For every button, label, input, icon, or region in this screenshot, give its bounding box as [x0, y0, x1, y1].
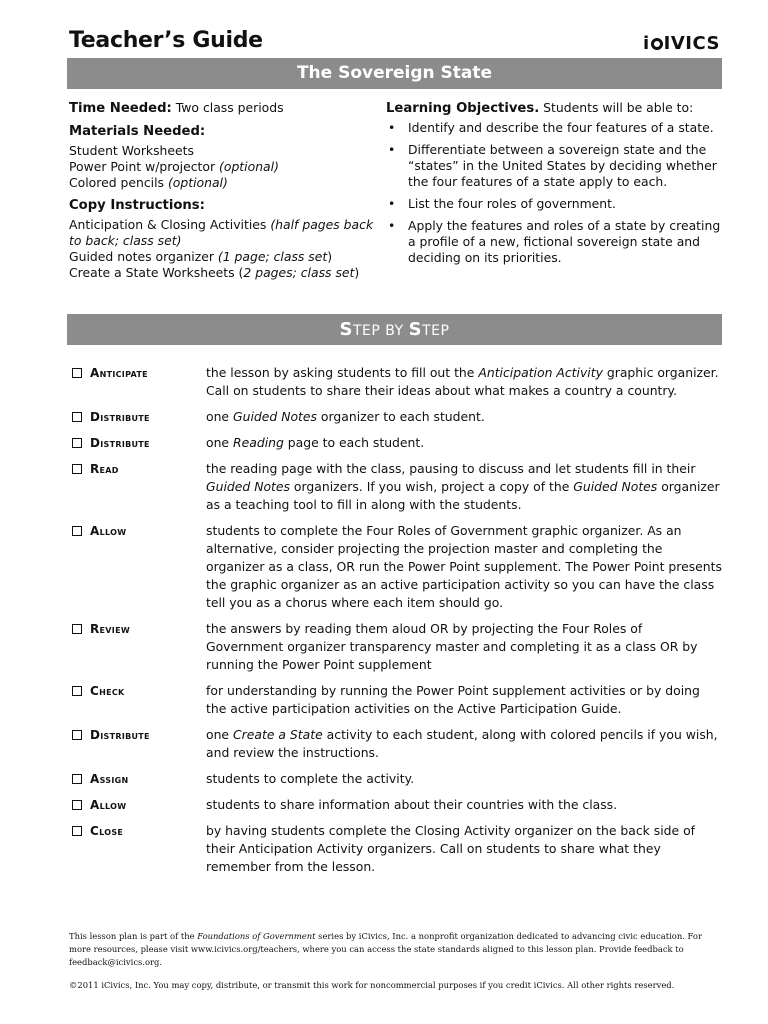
step-row [72, 682, 722, 718]
steps-list [72, 364, 722, 884]
logo-ring-icon [651, 38, 663, 50]
material-item [69, 175, 374, 191]
copy-instructions-section: Copy Instructions: Anticipation & Closing Activities (half pages back to back; class set) Guided notes organizer (1 page; class set) Create a State Worksheets (2 pages; class set) [69, 198, 374, 280]
step-verb: Distribute [90, 410, 150, 424]
time-needed: Time Needed: Two class periods [69, 100, 284, 116]
step-text: Anticipation Activity [478, 365, 603, 380]
step-row [72, 726, 722, 762]
step-description [206, 726, 722, 762]
copy-text: Guided notes organizer [69, 249, 218, 264]
step-text: students to complete the activity. [206, 771, 415, 786]
step-row [72, 822, 722, 876]
footer [69, 930, 724, 992]
step-text: organizers. If you wish, project a copy of the [289, 479, 574, 494]
page-header-title: Teacher’s Guide [69, 28, 263, 53]
step-text: page to each student. [283, 435, 425, 450]
step-text: by having students complete the Closing Activity organizer on the back side of their Anticipation Activity organizers. Call on students to share what they remember from the lesson. [206, 823, 696, 874]
step-text: Create a State [233, 727, 323, 742]
checkbox-icon[interactable] [72, 464, 82, 474]
step-text: the answers by reading them aloud OR by projecting the Four Roles of Government organizer transparency master and completing it as a class OR by running the Power Point supplement [206, 621, 698, 672]
step-verb: Allow [90, 798, 127, 812]
step-row [72, 408, 722, 426]
step-row [72, 796, 722, 814]
step-description [206, 682, 722, 718]
objective-text: Identify and describe the four features of a state. [408, 120, 714, 135]
learning-objectives: Learning Objectives. Students will be able to: • Identify and describe the four features of a state. • Differentiate between a sovereign state and the “states” in the United States by deciding whether the four features of a state apply to each. • List the four roles of government. • Apply the features and roles of a state by creating a profile of a new, fictional sovereign state and deciding on its priorities. [386, 100, 721, 265]
material-text: Power Point w/projector [69, 159, 220, 174]
copy-text: Create a State Worksheets ( [69, 265, 244, 280]
step-verb: Close [90, 824, 124, 838]
footer-rights: ©2011 iCivics, Inc. You may copy, distribute, or transmit this work for noncommercial purposes if you credit iCivics. All other rights reserved. [69, 980, 675, 990]
material-text: Student Worksheets [69, 143, 194, 158]
materials-section: Materials Needed: Student Worksheets Power Point w/projector (optional) Colored pencils (optional) [69, 124, 374, 191]
step-text: Guided Notes [573, 479, 658, 494]
step-text: the lesson by asking students to fill out the [206, 365, 479, 380]
objective-item [386, 196, 722, 212]
copy-text: Anticipation & Closing Activities [69, 217, 271, 232]
objective-item [386, 120, 722, 136]
copy-note: 2 pages; class set [243, 265, 355, 280]
material-item [69, 143, 374, 159]
material-text: Colored pencils [69, 175, 168, 190]
checkbox-icon[interactable] [72, 686, 82, 696]
step-row [72, 460, 722, 514]
step-text: graphic organizer. Call on students to share their ideas about what makes a country a country. [206, 365, 719, 398]
step-verb: Read [90, 462, 119, 476]
step-description [206, 364, 722, 400]
step-description [206, 408, 722, 426]
step-text: Reading [233, 435, 284, 450]
step-verb: Allow [90, 524, 127, 538]
bullet-icon: • [388, 142, 396, 157]
copy-tail: ) [327, 249, 333, 264]
step-verb: Distribute [90, 436, 150, 450]
step-verb: Assign [90, 772, 129, 786]
step-text: students to complete the Four Roles of Government graphic organizer. As an alternative, consider projecting the projection master and completing the organizer as a class, OR run the Power Point supplement. The Power Point presents the graphic organizer as an active participation activity so you can have the class tell you as a chorus where each item should go. [206, 523, 722, 610]
objective-text: List the four roles of government. [408, 196, 616, 211]
step-text: organizer to each student. [316, 409, 485, 424]
lesson-info-column [69, 100, 374, 281]
lesson-title-bar: The Sovereign State [67, 58, 722, 89]
bullet-icon: • [388, 196, 396, 211]
step-text: organizer as a teaching tool to fill in along with the students. [206, 479, 720, 512]
checkbox-icon[interactable] [72, 368, 82, 378]
copy-item [69, 265, 374, 281]
step-verb: Anticipate [90, 366, 148, 380]
step-text: one [206, 727, 233, 742]
checkbox-icon[interactable] [72, 826, 82, 836]
icivics-logo: i IVICS [642, 33, 720, 54]
objective-text: Apply the features and roles of a state by creating a profile of a new, fictional sovereign state and deciding on its priorities. [408, 218, 721, 265]
checkbox-icon[interactable] [72, 526, 82, 536]
step-description [206, 796, 722, 814]
step-by-step-bar: STEP BY STEP [67, 314, 722, 345]
copy-note: (1 page; class set [217, 249, 328, 264]
objective-item [386, 218, 722, 266]
step-description [206, 522, 722, 612]
bullet-icon: • [388, 218, 396, 233]
copy-note: (half pages back to back; class set) [69, 217, 374, 248]
step-verb: Distribute [90, 728, 150, 742]
step-row [72, 364, 722, 400]
copy-item [69, 217, 374, 249]
checkbox-icon[interactable] [72, 730, 82, 740]
step-verb: Review [90, 622, 130, 636]
checkbox-icon[interactable] [72, 774, 82, 784]
checkbox-icon[interactable] [72, 800, 82, 810]
checkbox-icon[interactable] [72, 412, 82, 422]
step-text: the reading page with the class, pausing to discuss and let students fill in their [206, 461, 696, 476]
step-text: activity to each student, along with colored pencils if you wish, and review the instructions. [206, 727, 718, 760]
bullet-icon: • [388, 120, 396, 135]
footer-note: This lesson plan is part of the Foundations of Government series by iCivics, Inc. a nonprofit organization dedicated to advancing civic education. For more resources, please visit www.icivics.org/teachers, where you can access the state standards aligned to this lesson plan. Provide feedback to feedback@icivics.org. [69, 931, 702, 967]
step-text: one [206, 435, 233, 450]
checkbox-icon[interactable] [72, 438, 82, 448]
step-row [72, 620, 722, 674]
objective-item [386, 142, 722, 190]
material-note: (optional) [219, 159, 279, 174]
step-description [206, 620, 722, 674]
step-row [72, 522, 722, 612]
step-verb: Check [90, 684, 125, 698]
step-description [206, 434, 722, 452]
step-text: for understanding by running the Power Point supplement activities or by doing the active participation activities on the Active Participation Guide. [206, 683, 700, 716]
material-item [69, 159, 374, 175]
checkbox-icon[interactable] [72, 624, 82, 634]
step-description [206, 822, 722, 876]
step-description [206, 770, 722, 788]
step-description [206, 460, 722, 514]
step-row [72, 434, 722, 452]
step-text: one [206, 409, 233, 424]
copy-tail: ) [354, 265, 360, 280]
step-text: Guided Notes [206, 479, 290, 494]
step-row [72, 770, 722, 788]
copy-item [69, 249, 374, 265]
material-note: (optional) [167, 175, 228, 190]
step-text: students to share information about their countries with the class. [206, 797, 618, 812]
step-text: Guided Notes [233, 409, 317, 424]
objective-text: Differentiate between a sovereign state and the “states” in the United States by deciding whether the four features of a state apply to each. [408, 142, 717, 189]
